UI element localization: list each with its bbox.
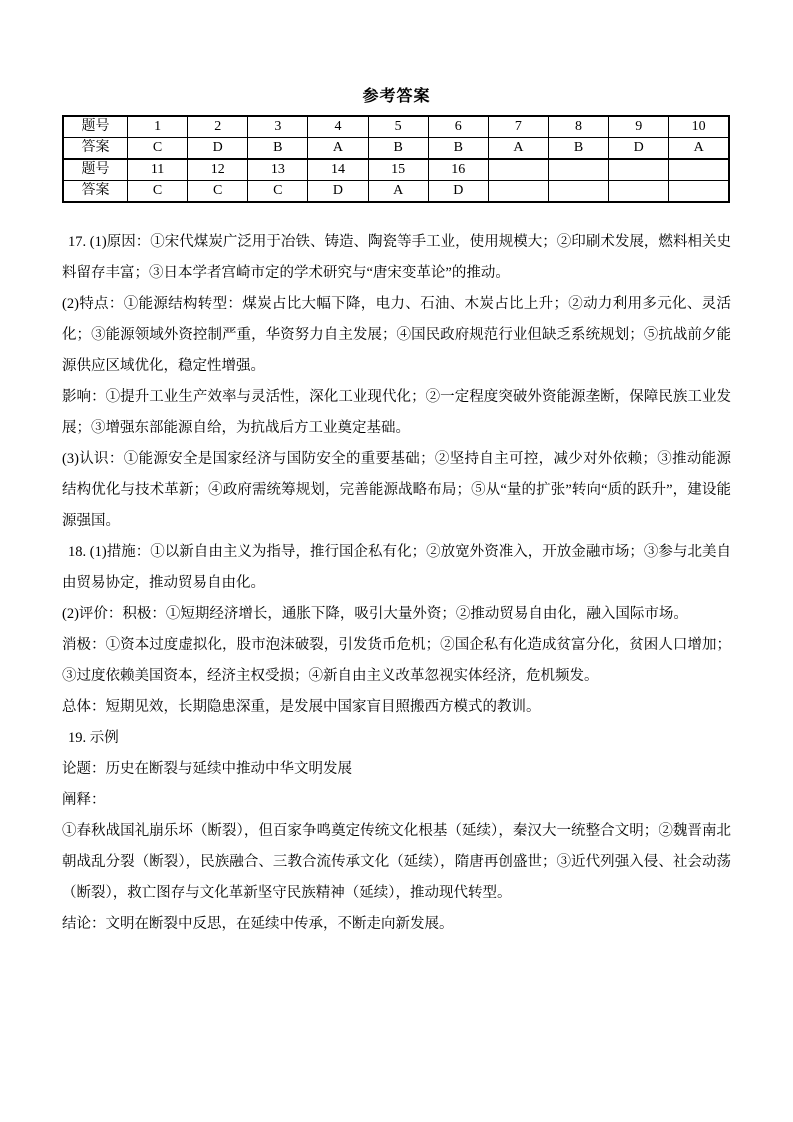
- answer-cell: B: [368, 138, 428, 160]
- answer-cell: 8: [548, 116, 608, 138]
- paragraph-q17-part3-understanding: (3)认识：①能源安全是国家经济与国防安全的重要基础；②坚持自主可控，减少对外依赖；③推动能源结构优化与技术革新；④政府需统筹规划，完善能源战略布局；⑤从“量的扩张”转向“质的跃升”，建设能源强国。: [62, 451, 731, 529]
- answer-cell: 7: [488, 116, 548, 138]
- answer-cell: A: [368, 181, 428, 203]
- answer-cell: 1: [128, 116, 188, 138]
- answer-cell: 14: [308, 159, 368, 181]
- answer-cell: 15: [368, 159, 428, 181]
- answer-cell: [488, 159, 548, 181]
- paragraph-q19-example: 19. 示例: [68, 730, 119, 746]
- row-header-cell: 题号: [63, 116, 128, 138]
- answer-cell: [488, 181, 548, 203]
- answer-cell: D: [188, 138, 248, 160]
- row-header-cell: 题号: [63, 159, 128, 181]
- answer-table-row: [63, 159, 729, 181]
- answer-cell: [669, 159, 729, 181]
- paragraph-q18-part1-measures: 18. (1)措施：①以新自由主义为指导，推行国企私有化；②放宽外资准入，开放金融市场；③参与北美自由贸易协定，推动贸易自由化。: [62, 544, 731, 591]
- answer-cell: A: [669, 138, 729, 160]
- answer-cell: [548, 181, 608, 203]
- answer-cell: 13: [248, 159, 308, 181]
- answer-cell: 10: [669, 116, 729, 138]
- paragraph-q17-part2-impacts: 影响：①提升工业生产效率与灵活性，深化工业现代化；②一定程度突破外资能源垄断，保障民族工业发展；③增强东部能源自给，为抗战后方工业奠定基础。: [62, 389, 731, 436]
- answer-cell: B: [248, 138, 308, 160]
- paragraph-q19-conclusion: 结论：文明在断裂中反思，在延续中传承，不断走向新发展。: [62, 916, 454, 932]
- answer-cell: [548, 159, 608, 181]
- answer-cell: C: [128, 138, 188, 160]
- paragraph-q19-thesis: 论题：历史在断裂与延续中推动中华文明发展: [62, 761, 352, 777]
- answer-cell: 2: [188, 116, 248, 138]
- row-header-cell: 答案: [63, 181, 128, 203]
- paragraph-q17-part1-reasons: 17. (1)原因：①宋代煤炭广泛用于冶铁、铸造、陶瓷等手工业，使用规模大；②印刷术发展，燃料相关史料留存丰富；③日本学者宫崎市定的学术研究与“唐宋变革论”的推动。: [62, 234, 731, 281]
- answer-cell: 11: [128, 159, 188, 181]
- paragraph-q17-part2-features: (2)特点：①能源结构转型：煤炭占比大幅下降，电力、石油、木炭占比上升；②动力利用多元化、灵活化；③能源领域外资控制严重，华资努力自主发展；④国民政府规范行业但缺乏系统规划；⑤抗战前夕能源供应区域优化，稳定性增强。: [62, 296, 731, 374]
- answer-table-row: [63, 116, 729, 138]
- answer-text-section: [62, 227, 731, 940]
- answer-cell: A: [308, 138, 368, 160]
- row-header-cell: 答案: [63, 138, 128, 160]
- paragraph-q18-part2-overall: 总体：短期见效，长期隐患深重，是发展中国家盲目照搬西方模式的教训。: [62, 699, 541, 715]
- answer-cell: D: [308, 181, 368, 203]
- answer-cell: 6: [428, 116, 488, 138]
- paragraph-q18-part2-positive: (2)评价：积极：①短期经济增长，通胀下降，吸引大量外资；②推动贸易自由化，融入国际市场。: [62, 606, 688, 622]
- answer-cell: C: [248, 181, 308, 203]
- answer-cell: D: [609, 138, 669, 160]
- answer-cell: A: [488, 138, 548, 160]
- answer-table: [62, 115, 730, 203]
- answer-table-row: [63, 138, 729, 160]
- answer-table-row: [63, 181, 729, 203]
- answer-cell: 4: [308, 116, 368, 138]
- paragraph-q19-elaboration-label: 阐释：: [62, 792, 106, 808]
- answer-cell: D: [428, 181, 488, 203]
- paragraph-q19-elaboration-body: ①春秋战国礼崩乐坏（断裂），但百家争鸣奠定传统文化根基（延续），秦汉大一统整合文明；②魏晋南北朝战乱分裂（断裂），民族融合、三教合流传承文化（延续），隋唐再创盛世；③近代列强入侵、社会动荡（断裂），救亡图存与文化革新坚守民族精神（延续），推动现代转型。: [62, 823, 731, 901]
- page-title: 参考答案: [362, 88, 431, 105]
- answer-cell: C: [188, 181, 248, 203]
- answer-cell: B: [548, 138, 608, 160]
- answer-cell: B: [428, 138, 488, 160]
- answer-cell: [609, 159, 669, 181]
- paragraph-q18-part2-negative: 消极：①资本过度虚拟化，股市泡沫破裂，引发货币危机；②国企私有化造成贫富分化，贫困人口增加；③过度依赖美国资本，经济主权受损；④新自由主义改革忽视实体经济，危机频发。: [62, 637, 731, 684]
- answer-cell: 9: [609, 116, 669, 138]
- answer-cell: [609, 181, 669, 203]
- answer-cell: C: [128, 181, 188, 203]
- answer-cell: 5: [368, 116, 428, 138]
- answer-cell: 12: [188, 159, 248, 181]
- answer-cell: [669, 181, 729, 203]
- answer-cell: 16: [428, 159, 488, 181]
- answer-cell: 3: [248, 116, 308, 138]
